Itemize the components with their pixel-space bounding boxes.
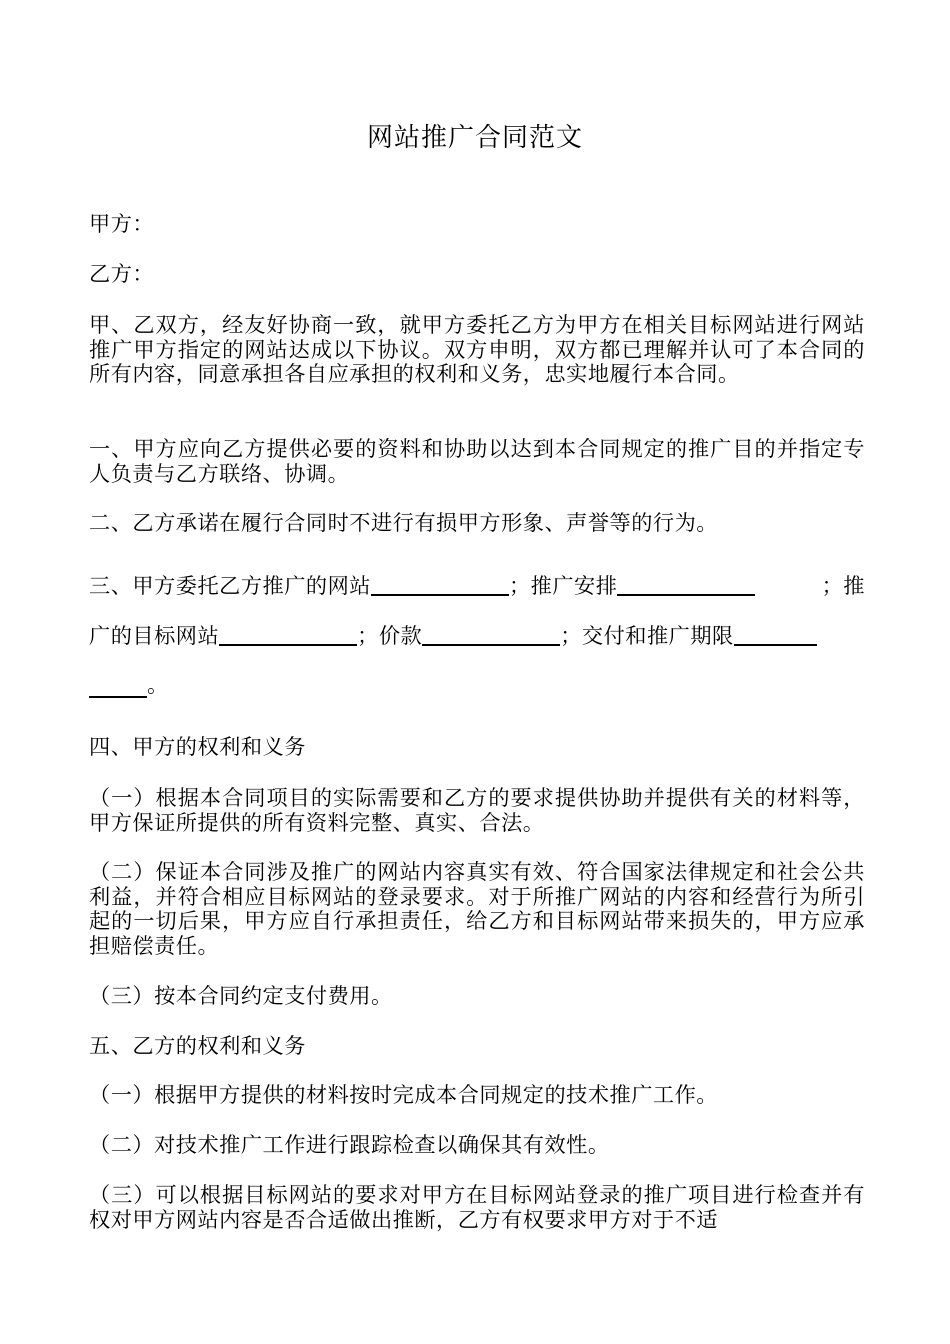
clause-3-part-5: ；价款 bbox=[357, 623, 423, 648]
section-4-item-2: （二）保证本合同涉及推广的网站内容真实有效、符合国家法律规定和社会公共利益，并符合相应目标网站的登录要求。对于所推广网站的内容和经营行为所引起的一切后果，甲方应自行承担责任，给乙方和目标网站带来损失的，甲方应承担赔偿责任。 bbox=[89, 859, 865, 958]
clause-3-part-1: 三、甲方委托乙方推广的网站 bbox=[89, 573, 371, 598]
intro-paragraph: 甲、乙双方，经友好协商一致，就甲方委托乙方为甲方在相关目标网站进行网站推广甲方指定的网站达成以下协议。双方申明，双方都已理解并认可了本合同的所有内容，同意承担各自应承担的权利和义务，忠实地履行本合同。 bbox=[89, 312, 865, 386]
website-blank bbox=[371, 572, 509, 596]
clause-2: 二、乙方承诺在履行合同时不进行有损甲方形象、声誉等的行为。 bbox=[89, 510, 718, 535]
clause-3-line-3 bbox=[89, 672, 865, 698]
term-blank-continued bbox=[89, 674, 147, 698]
price-blank bbox=[422, 622, 560, 646]
clause-3-line-2 bbox=[89, 622, 865, 649]
target-site-blank bbox=[219, 622, 357, 646]
arrangement-blank bbox=[617, 572, 755, 596]
clause-3-part-2: ；推广安排 bbox=[508, 573, 618, 598]
section-5-item-3: （三）可以根据目标网站的要求对甲方在目标网站登录的推广项目进行检查并有权对甲方网站内容是否合适做出推断，乙方有权要求甲方对于不适 bbox=[89, 1182, 865, 1232]
party-a-label: 甲方： bbox=[89, 211, 155, 236]
section-5-item-1: （一）根据甲方提供的材料按时完成本合同规定的技术推广工作。 bbox=[89, 1082, 718, 1107]
clause-3-line-1 bbox=[89, 572, 865, 599]
clause-3-part-3: ；推 bbox=[821, 573, 865, 598]
section-5-item-2: （二）对技术推广工作进行跟踪检查以确保其有效性。 bbox=[89, 1132, 610, 1157]
clause-3-part-6: ；交付和推广期限 bbox=[560, 623, 734, 648]
clause-3-text bbox=[89, 572, 755, 599]
section-5-heading: 五、乙方的权利和义务 bbox=[89, 1033, 306, 1058]
clause-3-text-2 bbox=[89, 622, 817, 649]
clause-1: 一、甲方应向乙方提供必要的资料和协助以达到本合同规定的推广目的并指定专人负责与乙方联络、协调。 bbox=[89, 436, 865, 486]
party-b-label: 乙方： bbox=[89, 261, 155, 286]
page-title: 网站推广合同范文 bbox=[366, 123, 583, 153]
clause-3-part-7: 。 bbox=[147, 672, 169, 697]
section-4-heading: 四、甲方的权利和义务 bbox=[89, 734, 306, 759]
section-4-item-1: （一）根据本合同项目的实际需要和乙方的要求提供协助并提供有关的材料等，甲方保证所提供的所有资料完整、真实、合法。 bbox=[89, 785, 865, 835]
term-blank bbox=[734, 622, 817, 646]
clause-3-part-4: 广的目标网站 bbox=[89, 623, 220, 648]
section-4-item-3: （三）按本合同约定支付费用。 bbox=[89, 983, 393, 1008]
